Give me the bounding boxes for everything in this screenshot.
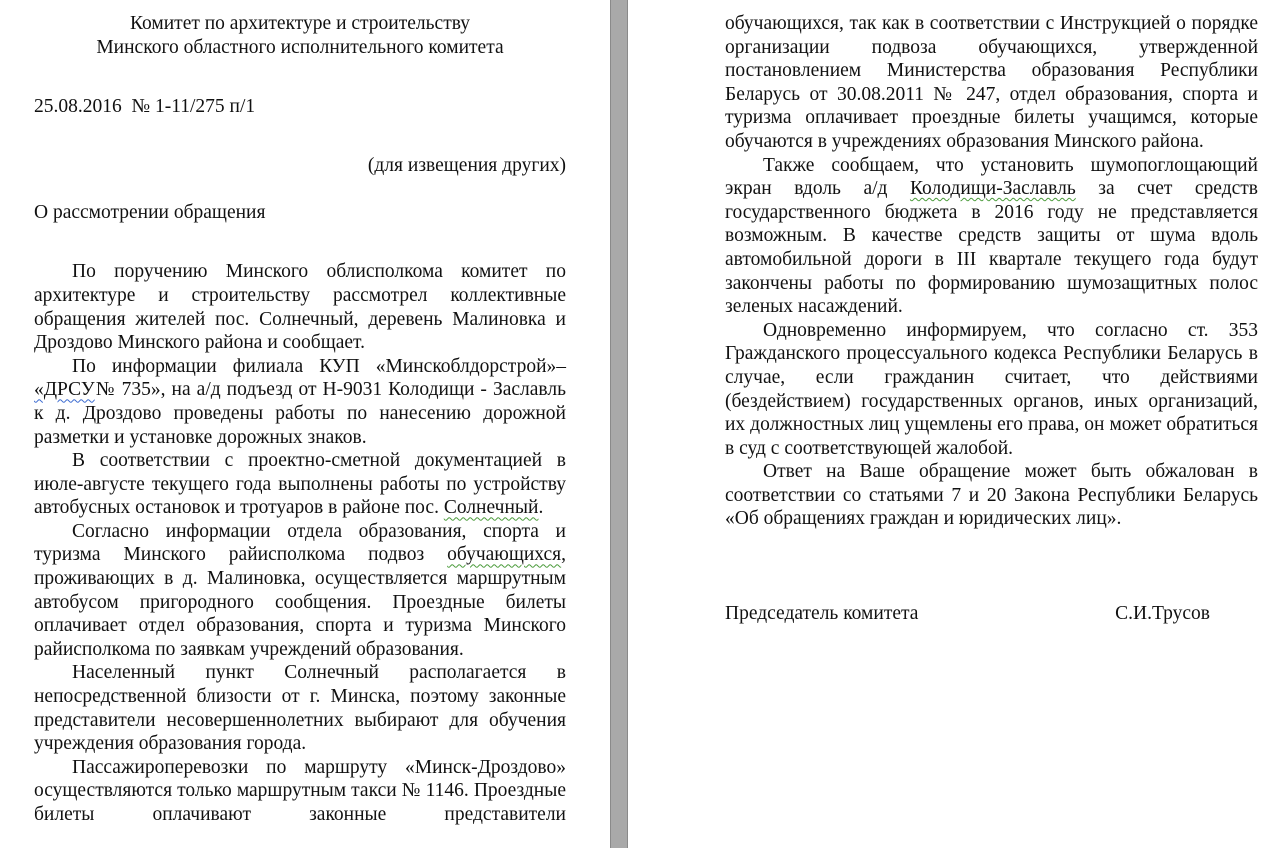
spacer xyxy=(725,531,1258,555)
paragraph-6-continued: обучающихся, так как в соответствии с Инструкцией о порядке организации подвоза обучающихся, утвержденной постановлением Министерства образования Республики Беларусь от 30.08.2011 № 247, отдел образования, спорта и туризма оплачивает проездные билеты учащимся, которые обучаются в учреждениях образования Минского района. xyxy=(725,13,1258,152)
spellcheck-flag: Солнечный xyxy=(443,497,539,519)
addressee-note: (для извещения других) xyxy=(367,154,566,176)
paragraph-9: Ответ на Ваше обращение может быть обжалован в соответствии со статьями 7 и 20 Закона Республики Беларусь «Об обращениях граждан и юридических лиц». xyxy=(725,461,1258,530)
date-number: 25.08.2016 № 1-11/275 п/1 xyxy=(34,95,256,117)
signature-name: С.И.Трусов xyxy=(1115,602,1210,624)
paragraph-3-part-c: . xyxy=(538,497,544,519)
spacer xyxy=(34,248,566,260)
text-column-right xyxy=(725,12,1258,625)
paragraph-3-part-a: В соответствии с проектно-сметной документацией в июле-августе текущего года выполнены работы по устройству автобусных остановок и тротуаров в районе пос. xyxy=(34,450,566,519)
paragraph-3 xyxy=(34,449,566,520)
paragraph-1: По поручению Минского облисполкома комитет по архитектуре и строительству рассмотрел коллективные обращения жителей пос. Солнечный, деревень Малиновка и Дроздово Минского района и сообщает. xyxy=(34,261,566,354)
paragraph-6: Пассажироперевозки по маршруту «Минск-Дроздово» осуществляются только маршрутным такси № 1146. Проездные билеты оплачивают законные представители xyxy=(34,756,566,825)
paragraph-4-part-c: , проживающих в д. Малиновка, осуществляется маршрутным автобусом пригородного сообщения. Проездные билеты оплачивает отдел образования, спорта и туризма Минского райисполкома по заявкам учреждений образования. xyxy=(34,544,566,660)
spacer xyxy=(34,59,566,83)
paragraph-7-part-c: за счет средств государственного бюджета в 2016 году не представляется возможным. В качестве средств защиты от шума вдоль автомобильной дороги в III квартале текущего года будут закончены работы по формированию шумозащитных полос зеленых насаждений. xyxy=(725,178,1259,318)
org-name-line2: Минского областного исполнительного комитета xyxy=(96,36,504,58)
document-page-right xyxy=(628,0,1280,848)
paragraph-5: Населенный пункт Солнечный располагается в непосредственной близости от г. Минска, поэтому законные представители несовершеннолетних выбирают для обучения учреждения образования города. xyxy=(34,662,566,755)
paragraph-7-part-a: Также сообщаем, что установить шумопоглощающий экран вдоль а/д xyxy=(725,154,1258,200)
spacer xyxy=(34,142,566,154)
paragraph-2-part-a: По информации филиала КУП «Минскоблдорстрой»– xyxy=(72,355,566,377)
subject-line: О рассмотрении обращения xyxy=(34,202,266,224)
spacer xyxy=(725,578,1258,602)
spellcheck-flag: обучающихся xyxy=(447,544,562,566)
paragraph-2 xyxy=(34,355,566,449)
spellcheck-flag: «ДРСУ xyxy=(34,379,95,401)
paragraph-4-part-a: Согласно информации отдела образования, спорта и туризма Минского райисполкома подвоз xyxy=(34,520,566,566)
signature-title: Председатель комитета xyxy=(725,602,919,624)
spacer xyxy=(34,118,566,142)
paragraph-2-part-c: № 735», на а/д подъезд от Н-9031 Колодищи - Заславль к д. Дроздово проведены работы по нанесению дорожной разметки и установке дорожных знаков. xyxy=(34,379,566,448)
spacer xyxy=(34,83,566,95)
document-page-left xyxy=(0,0,610,848)
paragraph-8: Одновременно информируем, что согласно ст. 353 Гражданского процессуального кодекса Республики Беларусь в случае, если гражданин считает, что действиями (бездействием) государственных органов, иных организаций, их должностных лиц ущемлены его права, он может обратиться в суд с соответствующей жалобой. xyxy=(725,319,1258,459)
paragraph-7 xyxy=(725,154,1258,319)
paragraph-4 xyxy=(34,520,566,662)
spacer xyxy=(725,555,1258,579)
spacer xyxy=(34,178,566,202)
org-name-line1: Комитет по архитектуре и строительству xyxy=(129,13,471,34)
page-gutter xyxy=(610,0,628,848)
spellcheck-flag: Колодищи-Заславль xyxy=(909,178,1076,200)
text-column-left xyxy=(34,12,566,827)
spacer xyxy=(34,225,566,249)
signature-block xyxy=(725,602,1258,626)
